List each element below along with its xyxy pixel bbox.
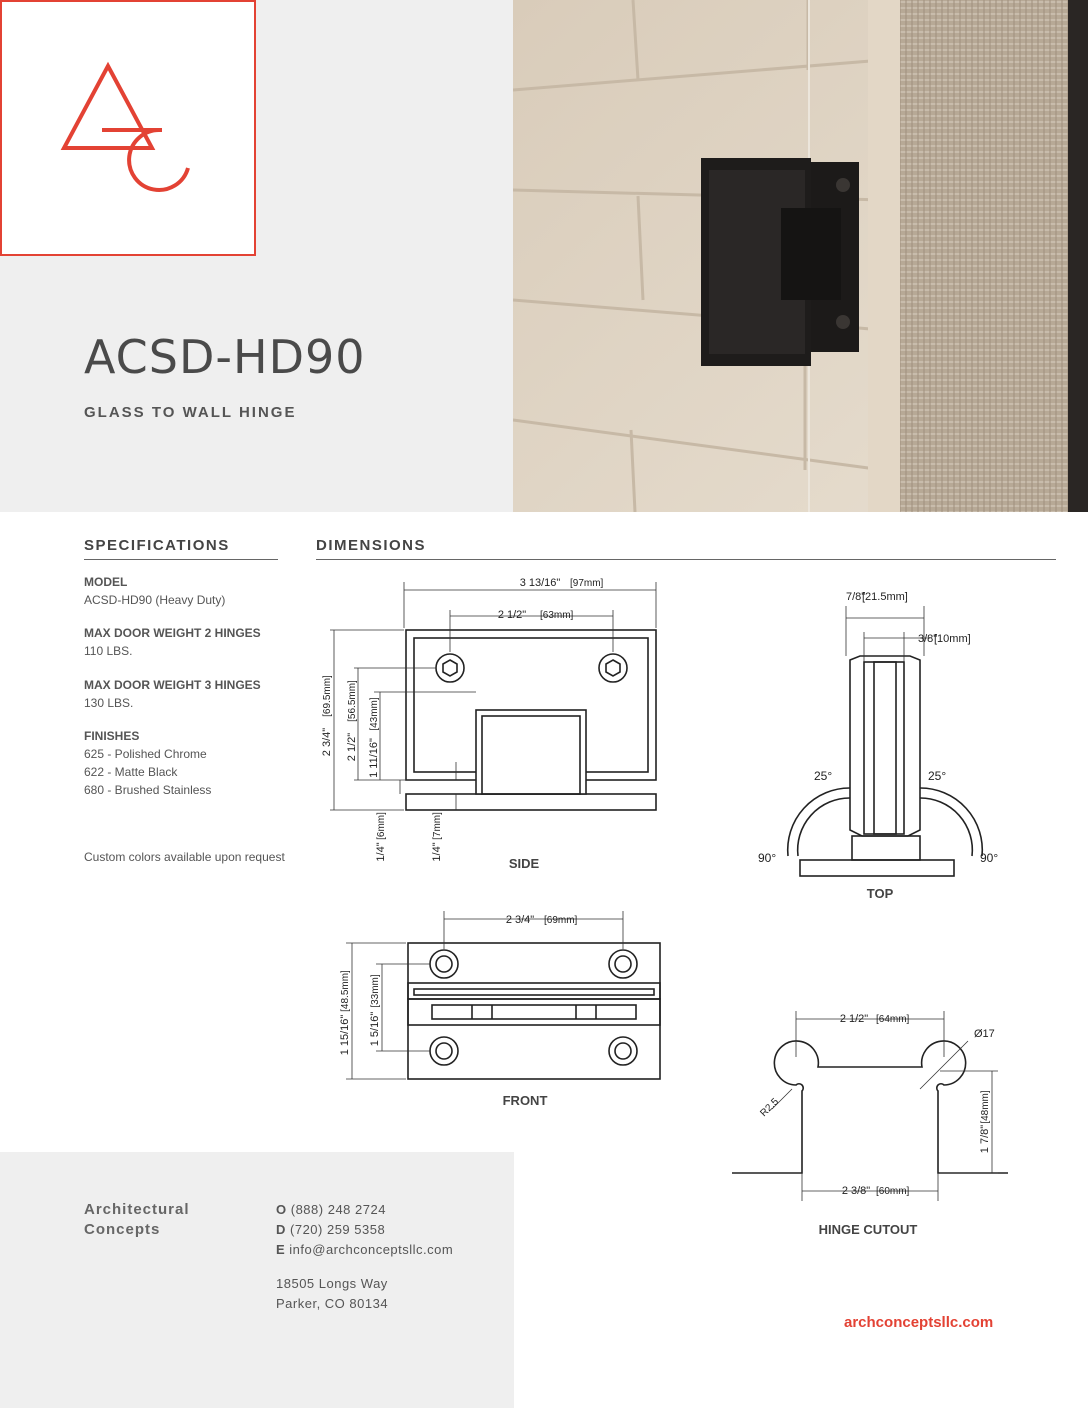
specifications-rule bbox=[84, 559, 278, 560]
ac-logo-icon bbox=[2, 2, 254, 254]
side-body-height: 1 11/16" bbox=[368, 738, 380, 778]
logo-box bbox=[0, 0, 256, 256]
spec-value: 625 - Polished Chrome bbox=[84, 747, 207, 761]
spec-label: MODEL bbox=[84, 575, 128, 589]
side-plate-thickness-mm: [6mm] bbox=[376, 812, 387, 840]
front-height: 1 15/16" bbox=[339, 1014, 351, 1056]
dimensions-heading: DIMENSIONS bbox=[316, 537, 427, 554]
cutout-width-mm: [60mm] bbox=[876, 1186, 910, 1197]
cutout-radius: R2.5 bbox=[758, 1096, 782, 1120]
product-subtitle: GLASS TO WALL HINGE bbox=[84, 404, 297, 421]
front-inner: 1 5/16" bbox=[369, 1011, 381, 1047]
spec-value: 130 LBS. bbox=[84, 696, 134, 710]
front-caption: FRONT bbox=[502, 1093, 548, 1108]
side-hole-to-base: 2 1/2" bbox=[346, 732, 358, 762]
top-view-drawing bbox=[750, 570, 1020, 885]
top-caption: TOP bbox=[866, 886, 894, 901]
side-view-drawing bbox=[300, 570, 680, 890]
spec-model bbox=[84, 573, 284, 609]
cutout-diameter: Ø17 bbox=[974, 1028, 995, 1040]
spec-weight-2 bbox=[84, 624, 284, 660]
cutout-depth-mm: [48mm] bbox=[980, 1090, 991, 1124]
side-overall-height: 2 3/4" bbox=[321, 727, 333, 757]
product-title: ACSD-HD90 bbox=[84, 330, 366, 384]
side-plate-thickness: 1/4" bbox=[375, 842, 387, 862]
side-overall-width: 3 13/16" bbox=[519, 577, 561, 589]
spec-finishes bbox=[84, 727, 284, 799]
cutout-depth: 1 7/8" bbox=[979, 1124, 991, 1154]
cutout-center-spacing-mm: [64mm] bbox=[876, 1014, 910, 1025]
spec-value: 622 - Matte Black bbox=[84, 765, 178, 779]
contact-list bbox=[276, 1200, 453, 1260]
side-overall-height-mm: [69.5mm] bbox=[322, 675, 333, 717]
side-gap-mm: [7mm] bbox=[432, 812, 443, 840]
dimensions-rule bbox=[316, 559, 1056, 560]
top-width-mm: [21.5mm] bbox=[862, 591, 908, 603]
phone-direct: D (720) 259 5358 bbox=[276, 1222, 386, 1237]
company-name-line: Concepts bbox=[84, 1221, 161, 1238]
side-caption: SIDE bbox=[508, 856, 540, 871]
cutout-center-spacing: 2 1/2" bbox=[839, 1013, 869, 1025]
side-hole-to-base-mm: [56.5mm] bbox=[347, 680, 358, 722]
spec-weight-3 bbox=[84, 676, 284, 712]
cutout-width: 2 3/8" bbox=[841, 1185, 871, 1197]
front-hole-spacing-mm: [69mm] bbox=[544, 915, 578, 926]
front-view-drawing bbox=[320, 905, 680, 1090]
spec-label: FINISHES bbox=[84, 729, 140, 743]
address-line: Parker, CO 80134 bbox=[276, 1296, 389, 1311]
custom-colors-note: Custom colors available upon request bbox=[84, 850, 285, 864]
spec-label: MAX DOOR WEIGHT 2 HINGES bbox=[84, 626, 261, 640]
top-angle-far-left: 90° bbox=[758, 851, 777, 865]
product-photo bbox=[513, 0, 1088, 512]
top-angle-far-right: 90° bbox=[980, 851, 999, 865]
front-inner-mm: [33mm] bbox=[370, 974, 381, 1008]
front-height-mm: [48.5mm] bbox=[340, 970, 351, 1012]
spec-value: 680 - Brushed Stainless bbox=[84, 783, 212, 797]
hinge-cutout-drawing bbox=[730, 1005, 1015, 1210]
phone-office: O (888) 248 2724 bbox=[276, 1202, 386, 1217]
side-body-height-mm: [43mm] bbox=[369, 697, 380, 731]
top-width: 7/8" bbox=[846, 591, 866, 603]
spec-label: MAX DOOR WEIGHT 3 HINGES bbox=[84, 678, 261, 692]
spec-value: 110 LBS. bbox=[84, 644, 133, 658]
side-hole-spacing-mm: [63mm] bbox=[540, 610, 574, 621]
website-link[interactable]: archconceptsllc.com bbox=[844, 1314, 994, 1331]
cutout-caption: HINGE CUTOUT bbox=[818, 1222, 918, 1237]
side-overall-width-mm: [97mm] bbox=[570, 578, 604, 589]
company-name-line: Architectural bbox=[84, 1201, 190, 1218]
side-hole-spacing: 2 1/2" bbox=[497, 609, 527, 621]
top-angle-right: 25° bbox=[928, 769, 947, 783]
address-line: 18505 Longs Way bbox=[276, 1276, 388, 1291]
top-glass: 3/8" bbox=[918, 633, 938, 645]
spec-value: ACSD-HD90 (Heavy Duty) bbox=[84, 593, 226, 607]
email[interactable]: E info@archconceptsllc.com bbox=[276, 1242, 454, 1257]
top-glass-mm: [10mm] bbox=[934, 633, 971, 645]
address bbox=[276, 1274, 388, 1314]
company-name bbox=[84, 1200, 190, 1240]
specifications-heading: SPECIFICATIONS bbox=[84, 537, 230, 554]
side-gap: 1/4" bbox=[431, 842, 443, 862]
front-hole-spacing: 2 3/4" bbox=[505, 914, 535, 926]
top-angle-left: 25° bbox=[814, 769, 833, 783]
